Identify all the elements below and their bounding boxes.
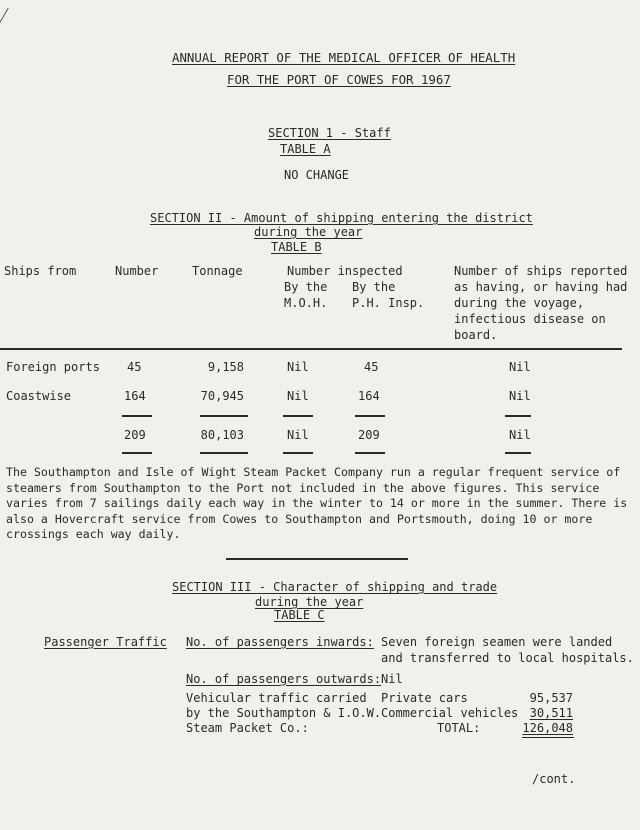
row-coastwise-ph: 164 xyxy=(358,389,380,403)
passengers-inwards-label: No. of passengers inwards: xyxy=(186,635,374,649)
table-c-label: TABLE C xyxy=(274,608,325,622)
total-double-underline xyxy=(522,737,574,738)
vehicles-total-value: 126,048 xyxy=(522,721,573,735)
total-divider-moh xyxy=(283,415,313,417)
total-underline-tonnage xyxy=(200,452,248,454)
row-foreign-number: 45 xyxy=(127,360,142,374)
col-reported-4: infectious disease on xyxy=(454,312,606,326)
total-tonnage: 80,103 xyxy=(200,428,244,442)
row-coastwise-reported: Nil xyxy=(509,389,531,403)
row-foreign-reported: Nil xyxy=(509,360,531,374)
section1-heading: SECTION 1 - Staff xyxy=(268,126,391,140)
total-divider-number xyxy=(122,415,152,417)
col-by-moh-1: By the xyxy=(284,280,328,294)
report-title: ANNUAL REPORT OF THE MEDICAL OFFICER OF HEALTH xyxy=(172,50,516,65)
col-reported-2: as having, or having had xyxy=(454,280,628,294)
table-a-label: TABLE A xyxy=(280,142,331,156)
no-change-note: NO CHANGE xyxy=(284,168,350,182)
row-coastwise-tonnage: 70,945 xyxy=(200,389,244,403)
passengers-inwards-value-1: Seven foreign seamen were landed xyxy=(381,635,613,649)
total-reported: Nil xyxy=(509,428,531,442)
total-divider-tonnage xyxy=(200,415,248,417)
vehicular-label-3: Steam Packet Co.: xyxy=(186,721,309,735)
steam-packet-paragraph: The Southampton and Isle of Wight Steam Packet Company run a regular frequent service of steamers from Southampton to the Port not included in the above figures. This service varies from 7 sailings daily each way in the winter to 14 or more in the summer. There is also a Hovercraft service from Cowes to Southampton and Portsmouth, doing 10 or more crossings each way daily. xyxy=(6,465,628,541)
report-subtitle: FOR THE PORT OF COWES FOR 1967 xyxy=(227,72,451,87)
col-by-moh-2: M.O.H. xyxy=(284,296,328,310)
passengers-inwards-value-2: and transferred to local hospitals. xyxy=(381,651,634,665)
vehicular-label-1: Vehicular traffic carried xyxy=(186,691,367,705)
total-number: 209 xyxy=(124,428,146,442)
total-ph: 209 xyxy=(358,428,380,442)
col-reported-5: board. xyxy=(454,328,498,342)
total-moh: Nil xyxy=(287,428,309,442)
col-reported-1: Number of ships reported xyxy=(454,264,628,278)
col-number: Number xyxy=(115,264,159,278)
section2-heading-cont: during the year xyxy=(254,225,363,239)
commercial-vehicles-label: Commercial vehicles xyxy=(381,706,519,720)
row-coastwise-moh: Nil xyxy=(287,389,309,403)
row-foreign-ph: 45 xyxy=(364,360,379,374)
section3-heading-cont: during the year xyxy=(255,595,364,609)
commercial-vehicles-value: 30,511 xyxy=(529,706,573,720)
private-cars-label: Private cars xyxy=(381,691,468,705)
row-foreign-tonnage: 9,158 xyxy=(207,360,244,374)
col-reported-3: during the voyage, xyxy=(454,296,585,310)
col-by-ph-1: By the xyxy=(352,280,396,294)
total-underline-ph xyxy=(355,452,385,454)
total-underline-number xyxy=(122,452,152,454)
section2-heading: SECTION II - Amount of shipping entering the district xyxy=(150,211,533,225)
section3-heading: SECTION III - Character of shipping and trade xyxy=(172,580,498,594)
col-by-ph-2: P.H. Insp. xyxy=(352,296,425,310)
table-b-label: TABLE B xyxy=(271,240,322,254)
total-divider-reported xyxy=(505,415,531,417)
section-divider xyxy=(226,558,408,560)
passengers-outwards-value: Nil xyxy=(381,672,403,686)
passengers-outwards-label: No. of passengers outwards: xyxy=(186,672,382,686)
row-coastwise-number: 164 xyxy=(124,389,146,403)
row-coastwise-from: Coastwise xyxy=(6,389,72,403)
continued-mark: /cont. xyxy=(532,772,576,786)
vehicles-total-label: TOTAL: xyxy=(437,721,481,735)
private-cars-value: 95,537 xyxy=(529,691,573,705)
total-underline-reported xyxy=(505,452,531,454)
row-foreign-moh: Nil xyxy=(287,360,309,374)
col-number-inspected: Number inspected xyxy=(287,264,403,278)
col-tonnage: Tonnage xyxy=(192,264,243,278)
total-underline-moh xyxy=(283,452,313,454)
passenger-traffic-label: Passenger Traffic xyxy=(44,635,167,649)
col-ships-from: Ships from xyxy=(4,264,77,278)
row-foreign-from: Foreign ports xyxy=(6,360,100,374)
table-b-header-rule xyxy=(0,348,622,350)
total-divider-ph xyxy=(355,415,385,417)
page-corner-mark xyxy=(0,8,23,28)
vehicular-label-2: by the Southampton & I.O.W. xyxy=(186,706,382,720)
